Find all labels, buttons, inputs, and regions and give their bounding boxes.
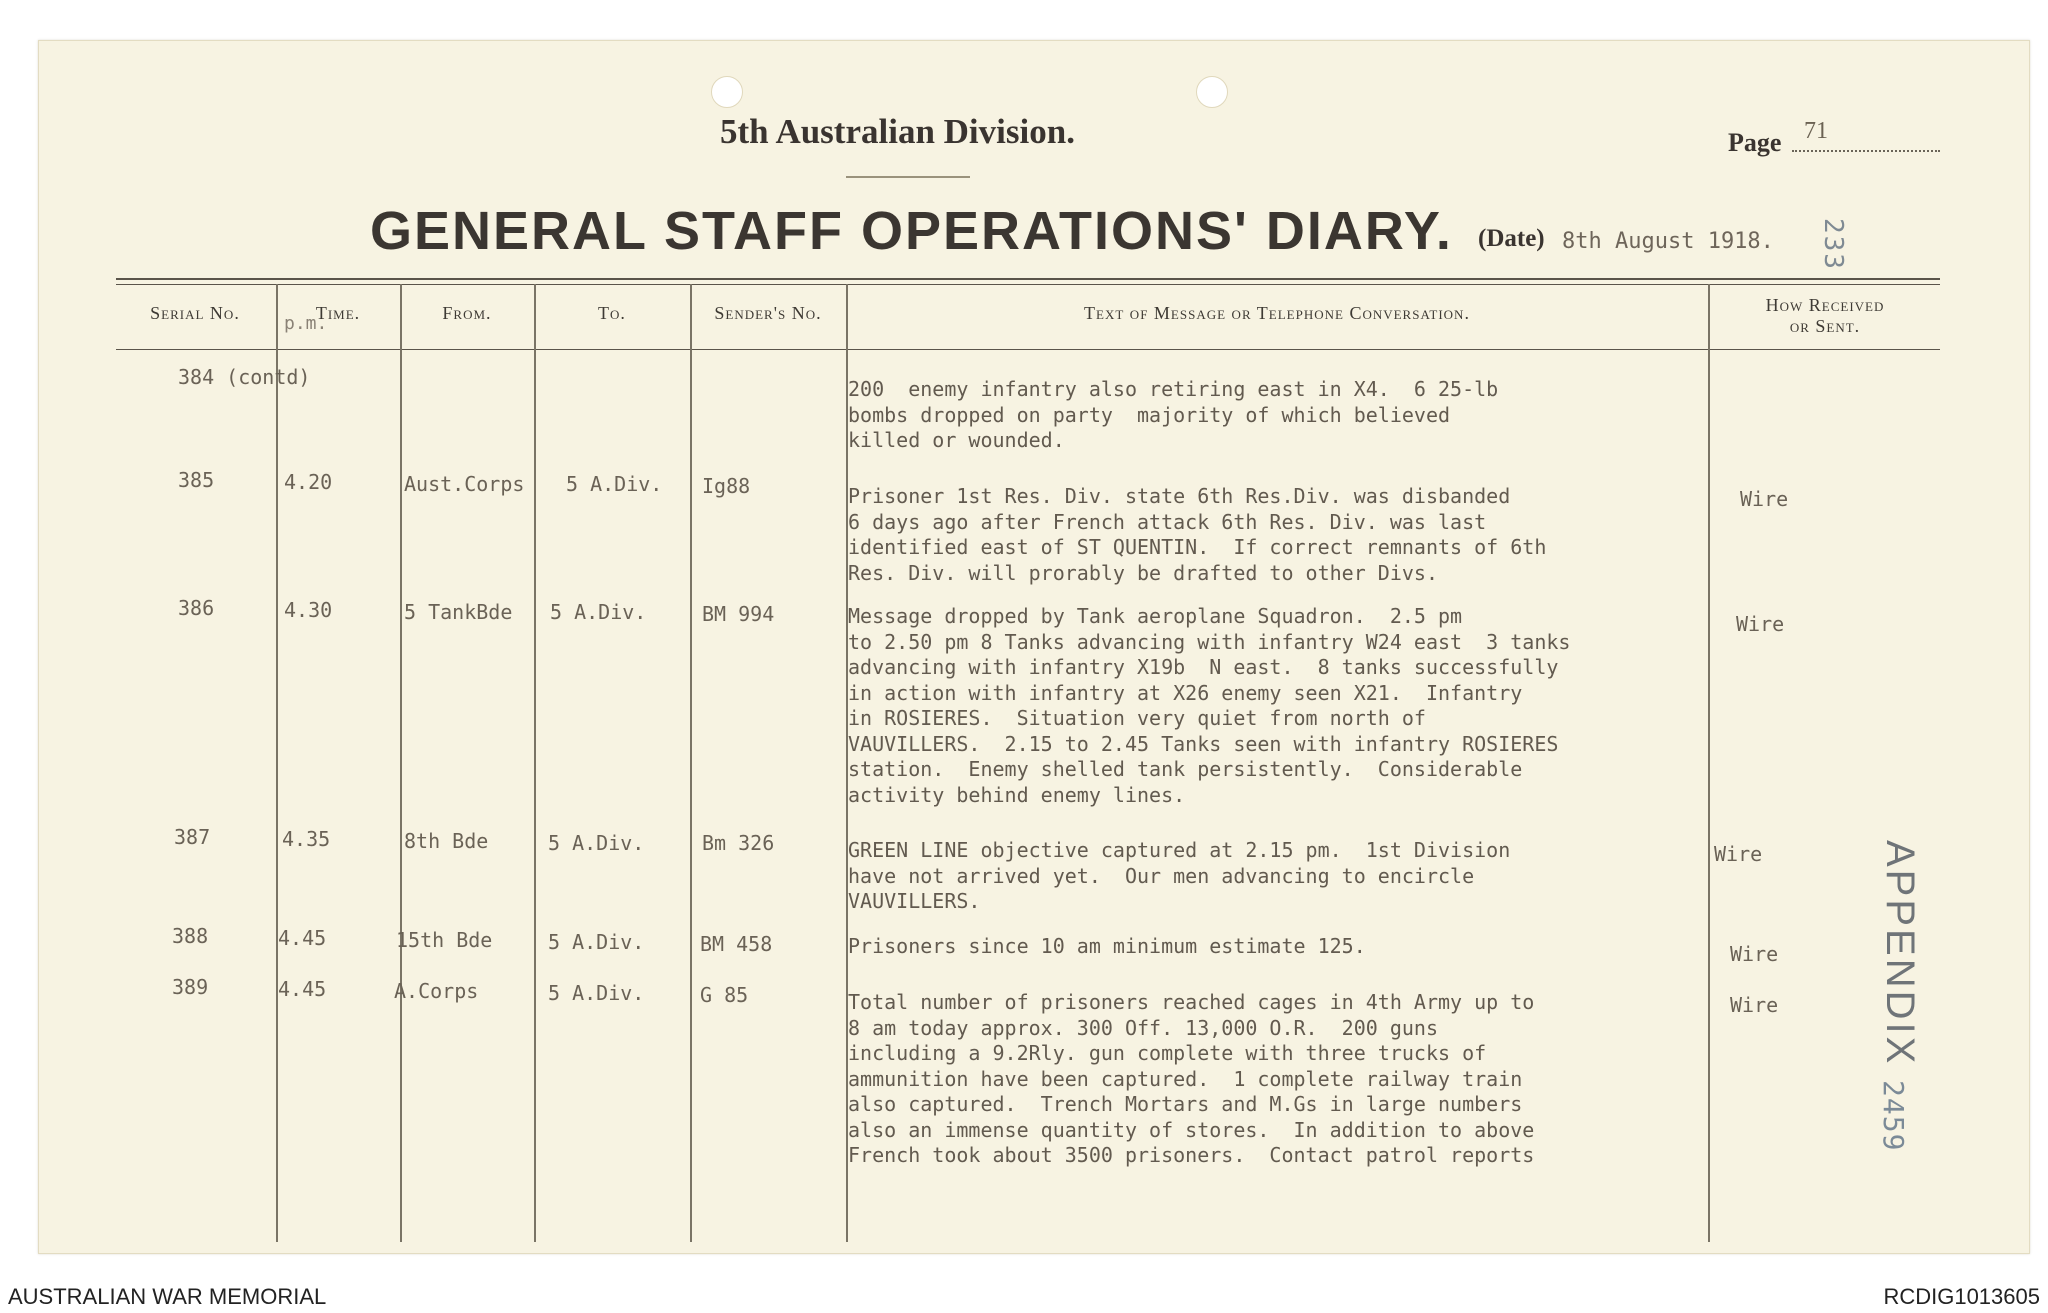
column-divider-serial	[276, 284, 278, 1242]
column-header-how-received	[1712, 295, 1938, 337]
entry-388-text: Prisoners since 10 am minimum estimate 125.	[848, 934, 1366, 958]
column-header-text: Text of Message or Telephone Conversation.	[1084, 303, 1470, 323]
column-divider-time	[400, 284, 402, 1242]
entry-386-serial: 386	[178, 596, 215, 620]
entry-384-text: 200 enemy infantry also retiring east in X4. 6 25-lb bombs dropped on party majority of which believed killed or wounded.	[848, 377, 1499, 452]
entry-389-text: Total number of prisoners reached cages in 4th Army up to 8 am today approx. 300 Off. 13,000 O.R. 200 guns including a 9.2Rly. gun complete with three trucks of ammunition have been captured. 1 complete railway train also captured. Trench Mortars and M.Gs in large numbers also an immense quantity of stores. In addition to above French took about 3500 prisoners. Contact patrol reports	[848, 990, 1535, 1167]
column-header-time: Time.	[315, 303, 361, 323]
appendix-number: 2459	[1877, 1080, 1910, 1152]
entry-388-sender: BM 458	[700, 932, 773, 956]
how-received-line-1: How Received	[1765, 295, 1885, 315]
appendix-stamp: APPENDIX	[1878, 840, 1922, 1067]
entry-386-text: Message dropped by Tank aeroplane Squadron. 2.5 pm to 2.50 pm 8 Tanks advancing with infantry W24 east 3 tanks advancing with infantry X19b N east. 8 tanks successfully in action with infantry at X26 enemy seen X21. Infantry in ROSIERES. Situation very quiet from north of VAUVILLERS. 2.15 to 2.45 Tanks seen with infantry ROSIERES station. Enemy shelled tank persistently. Considerable activity behind enemy lines.	[848, 604, 1571, 807]
entry-387-time: 4.35	[282, 827, 331, 851]
page-number-line	[1792, 150, 1940, 152]
header-bottom-rule	[116, 349, 1940, 350]
entry-388-serial: 388	[172, 924, 209, 948]
table-top-rule-inner	[116, 284, 1940, 285]
footer-source: AUSTRALIAN WAR MEMORIAL	[8, 1284, 327, 1309]
column-divider-to	[690, 284, 692, 1242]
column-header-serial: Serial No.	[150, 303, 240, 323]
entry-388-how: Wire	[1730, 942, 1779, 966]
entry-387-serial: 387	[174, 825, 211, 849]
entry-385-from: Aust.Corps	[404, 472, 525, 496]
entry-387-text: GREEN LINE objective captured at 2.15 pm. 1st Division have not arrived yet. Our men advancing to encircle VAUVILLERS.	[848, 838, 1511, 913]
column-divider-from	[534, 284, 536, 1242]
column-header-sender: Sender's No.	[714, 303, 822, 323]
diary-title: GENERAL STAFF OPERATIONS' DIARY.	[370, 201, 1453, 261]
heading-rule	[846, 176, 970, 178]
column-divider-text	[1708, 284, 1710, 1242]
entry-387-to: 5 A.Div.	[548, 831, 645, 855]
entry-389-from: A.Corps	[394, 979, 479, 1003]
entry-386-sender: BM 994	[702, 602, 775, 626]
entry-389-serial: 389	[172, 975, 209, 999]
page-number: 71	[1804, 118, 1828, 144]
division-heading: 5th Australian Division.	[720, 112, 1075, 151]
entry-386-from: 5 TankBde	[404, 600, 513, 624]
entry-386-time: 4.30	[284, 598, 333, 622]
entry-385-to: 5 A.Div.	[566, 472, 663, 496]
entry-386-to: 5 A.Div.	[550, 600, 647, 624]
entry-385-how: Wire	[1740, 487, 1789, 511]
entry-385-sender: Ig88	[702, 474, 751, 498]
footer-reference: RCDIG1013605	[1883, 1284, 2040, 1309]
page-label: Page	[1728, 128, 1782, 157]
entry-389-how: Wire	[1730, 993, 1779, 1017]
entry-388-to: 5 A.Div.	[548, 930, 645, 954]
entry-387-from: 8th Bde	[404, 829, 489, 853]
column-header-from: From.	[442, 303, 492, 323]
time-unit-note: p.m.	[284, 313, 328, 334]
entry-387-how: Wire	[1714, 842, 1763, 866]
entry-386-how: Wire	[1736, 612, 1785, 636]
entry-387-sender: Bm 326	[702, 831, 775, 855]
entry-385-time: 4.20	[284, 470, 333, 494]
entry-385-serial: 385	[178, 468, 215, 492]
date-label: (Date)	[1478, 225, 1545, 252]
entry-388-time: 4.45	[278, 926, 327, 950]
table-top-rule	[116, 278, 1940, 280]
punch-hole-left	[711, 76, 743, 108]
column-header-to: To.	[598, 303, 626, 323]
how-received-line-2: or Sent.	[1789, 316, 1861, 336]
punch-hole-right	[1196, 76, 1228, 108]
folio-stamp: 233	[1818, 218, 1848, 271]
date-value: 8th August 1918.	[1562, 229, 1774, 254]
entry-384-serial: 384 (contd)	[178, 365, 311, 389]
entry-385-text: Prisoner 1st Res. Div. state 6th Res.Div. was disbanded 6 days ago after French attack 6th Res. Div. was last identified east of ST QUENTIN. If correct remnants of 6th Res. Div. will prorably be drafted to other Divs.	[848, 484, 1547, 585]
entry-388-from: 15th Bde	[396, 928, 493, 952]
entry-389-sender: G 85	[700, 983, 749, 1007]
entry-389-to: 5 A.Div.	[548, 981, 645, 1005]
entry-389-time: 4.45	[278, 977, 327, 1001]
